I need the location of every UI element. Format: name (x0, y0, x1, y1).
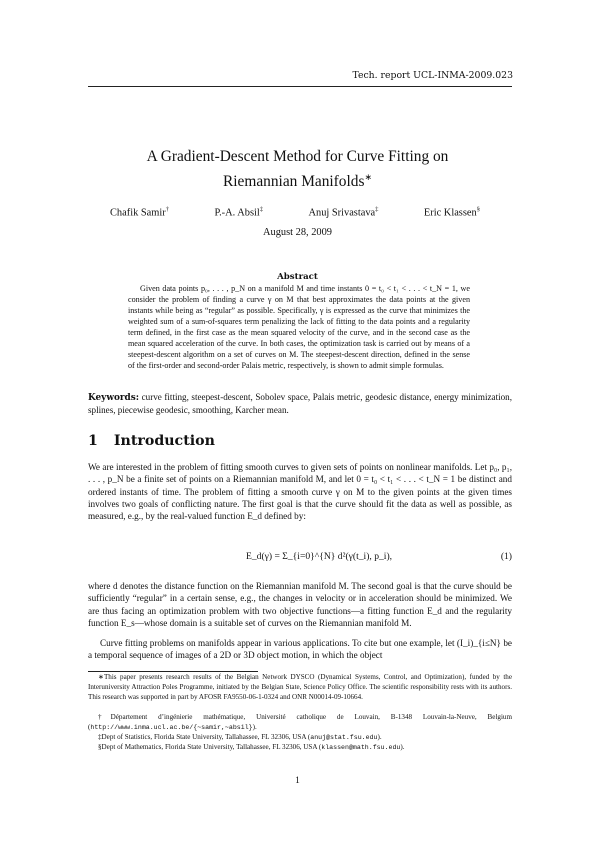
title-footnote-mark: ∗ (364, 172, 373, 182)
running-header: Tech. report UCL-INMA-2009.023 (352, 70, 513, 81)
page-number: 1 (295, 776, 300, 786)
footnote-url-link[interactable]: http://www.inma.ucl.ac.be/{~samir,~absil} (90, 723, 253, 731)
header-rule (88, 86, 512, 87)
author-mark: † (165, 206, 169, 213)
abstract-text: Given data points p₀, . . . , p_N on a manifold M and time instants 0 = t₀ < t₁ < . . . < t_N = 1, we consider the problem of finding a curve γ on M that best approximates the data points at the given instants while being as “regular” as possible. Specifically, γ is expressed as the curve that minimizes the weighted sum of a sum-of-squares term penalizing the lack of fitting to the data points and a regularity term defined, in the first case as the mean squared velocity of the curve, and in the second case as the mean squared acceleration of the curve. In both cases, the optimization task is carried out by means of a steepest-descent algorithm on a set of curves on M. The steepest-descent direction, defined in the sense of the first-order and second-order Palais metric, respectively, is shown to admit simple formulas. (128, 284, 470, 371)
footnote-email-link[interactable]: anuj@stat.fsu.edu (310, 734, 378, 741)
footnote (88, 733, 512, 743)
author-mark: ‡ (259, 206, 264, 213)
title-line-2 (80, 167, 515, 192)
footnote-text: ). (252, 722, 257, 731)
author-list (110, 206, 480, 218)
footnote-email-link[interactable]: klassen@math.fsu.edu (321, 744, 401, 751)
keywords-label: Keywords: (88, 393, 140, 403)
author-mark: ‡ (375, 206, 379, 213)
author-mark: § (476, 206, 480, 213)
author-name: Anuj Srivastava (308, 207, 376, 219)
author-name: Eric Klassen (423, 207, 477, 219)
title-line-2-text: Riemannian Manifolds (222, 173, 365, 191)
abstract-heading: Abstract (277, 272, 318, 282)
keywords (88, 392, 512, 416)
section-heading (88, 433, 215, 449)
footnote-text: †Département d’ingénierie mathématique, Université catholique de Louvain, B-1348 Louvain-la-Neuve, Belgium ( (88, 713, 512, 731)
footnote-rule (88, 671, 258, 672)
body-paragraph: where d denotes the distance function on the Riemannian manifold M. The second goal is that the curve should be sufficiently “regular” in a certain sense, e.g., the changes in velocity or in acceleration should be minimized. We are thus facing an optimization problem with two objective functions—a fitting function E_d and the regularity function E_s—whose domain is a suitable set of curves on the Riemannian manifold M. (88, 581, 512, 628)
body-paragraph: We are interested in the problem of fitting smooth curves to given sets of points on nonlinear manifolds. Let p₀, p₁, . . . , p_N be a finite set of points on a Riemannian manifold M, and let 0 = t₀ < t₁ < . . . < t_N = 1 be distinct and ordered instants of time. The problem of fitting a smooth curve γ on M to the given points at the given times involves two goals of conflicting nature. The first goal is that the curve should fit the data as well as possible, as measured, e.g., by the real-valued function E_d defined by: (88, 462, 512, 521)
footnote-text: ‡Dept of Statistics, Florida State University, Tallahassee, FL 32306, USA ( (98, 733, 311, 741)
author (110, 206, 169, 218)
author-name: P.-A. Absil (214, 207, 260, 219)
equation (88, 547, 512, 573)
section-number: 1 (88, 433, 98, 449)
paper-title (80, 147, 515, 192)
footnote-text: ). (377, 733, 382, 741)
footnote-text: ). (400, 743, 405, 751)
footnote-text: §Dept of Mathematics, Florida State University, Tallahassee, FL 32306, USA ( (98, 743, 322, 751)
body-paragraph: Curve fitting problems on manifolds appear in various applications. To cite but one example, let (I_i)_{i≤N} be a temporal sequence of images of a 2D or 3D object motion, in which the object (88, 638, 512, 661)
title-line-1: A Gradient-Descent Method for Curve Fitting on (146, 148, 449, 165)
author (424, 206, 480, 218)
author-name: Chafik Samir (110, 207, 166, 219)
author (214, 206, 263, 218)
equation-number: (1) (500, 551, 512, 562)
footnote: ∗This paper presents research results of the Belgian Network DYSCO (Dynamical Systems, Control, and Optimization), funded by the Interuniversity Attraction Poles Programme, initiated by the Belgian State, Science Policy Office. The scientific responsibility rests with its authors. This research was supported in part by AFOSR FA9550-06-1-0324 and ONR N00014-09-10664. (88, 673, 512, 701)
footnote (88, 743, 512, 753)
equation-body: E_d(γ) = Σ_{i=0}^{N} d²(γ(t_i), p_i), (246, 551, 393, 562)
paper-date: August 28, 2009 (263, 227, 332, 238)
section-title: Introduction (113, 433, 215, 449)
author (309, 206, 379, 218)
footnote (88, 713, 512, 733)
keywords-text: curve fitting, steepest-descent, Sobolev space, Palais metric, geodesic distance, energy minimization, splines, piecewise geodesic, smoothing, Karcher mean. (88, 392, 512, 415)
